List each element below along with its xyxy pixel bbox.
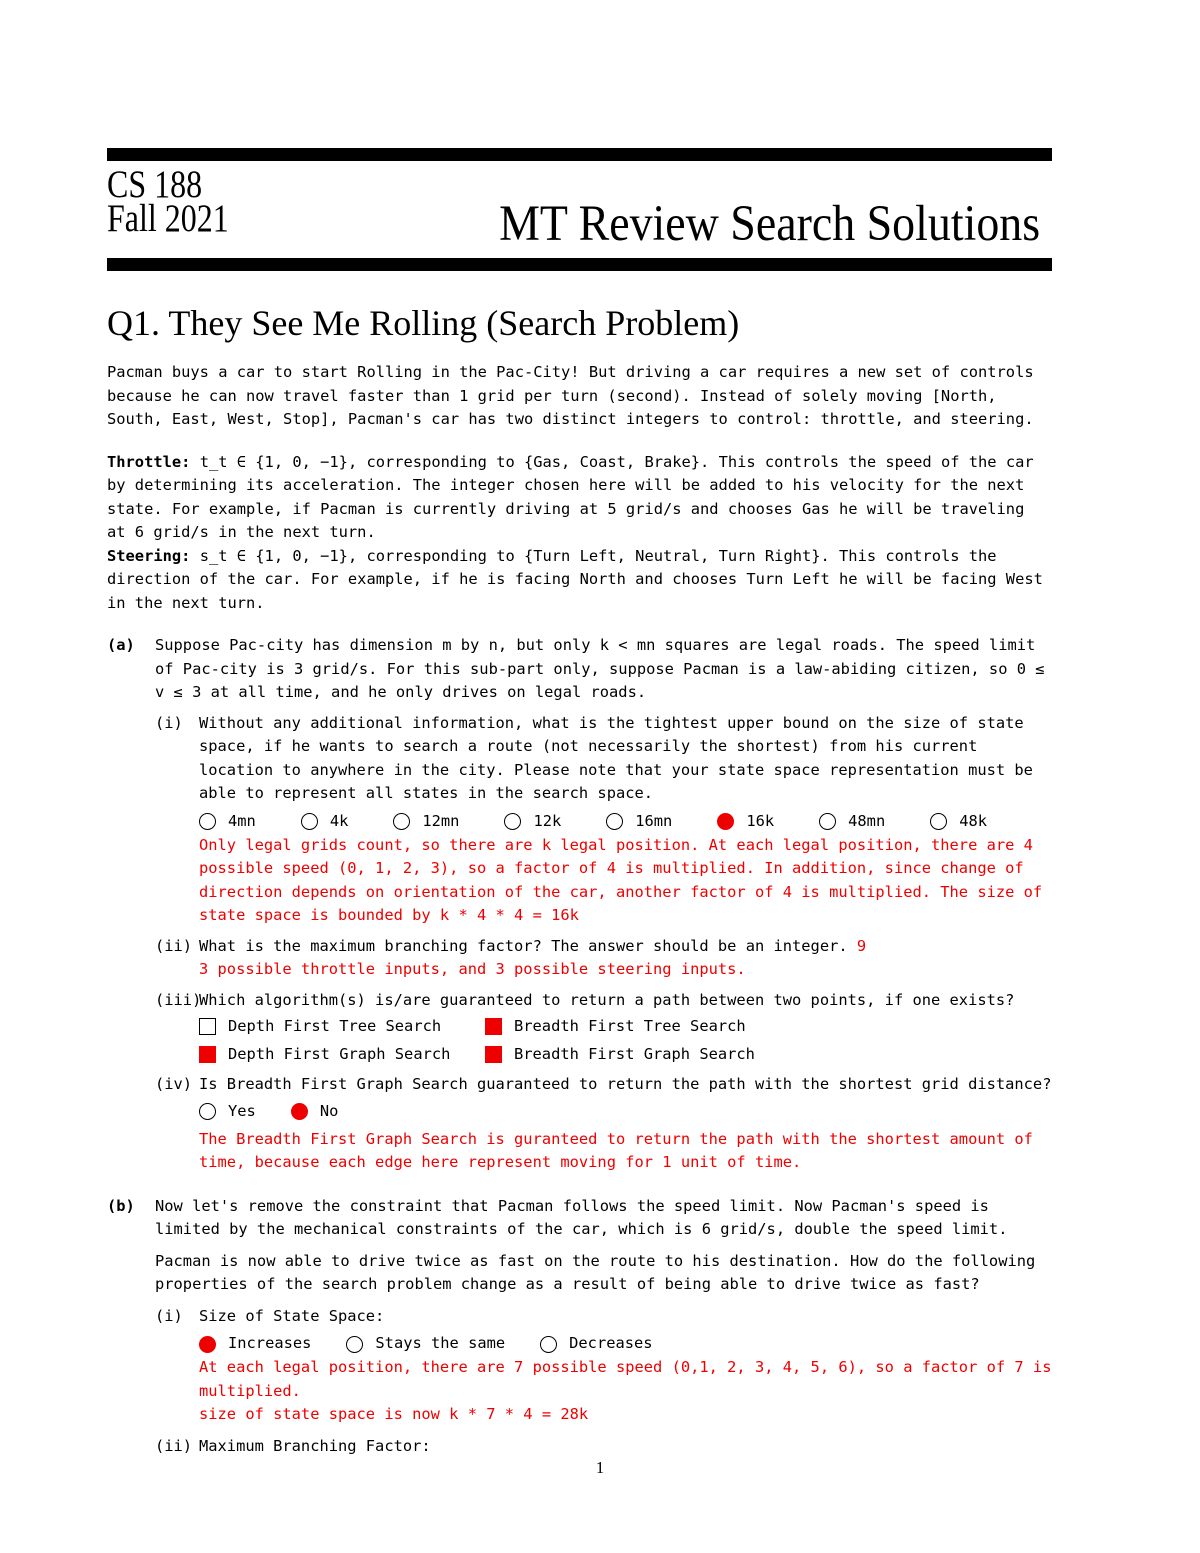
checkbox-option[interactable] <box>485 1043 785 1067</box>
part-a-iv-text: Is Breadth First Graph Search guaranteed to return the path with the shortest grid distance? <box>199 1075 1052 1093</box>
option-label: 12k <box>533 811 562 830</box>
radio-option[interactable] <box>504 810 561 834</box>
part-b-i-solution-line2: size of state space is now k * 7 * 4 = 28k <box>199 1405 589 1423</box>
option-label: 4mn <box>228 811 256 830</box>
part-a-ii-solution: 3 possible throttle inputs, and 3 possible steering inputs. <box>199 960 746 978</box>
part-a-i-label: (i) <box>155 713 183 732</box>
part-a-i <box>155 712 1052 928</box>
part-b <box>107 1195 1052 1459</box>
part-b-ii <box>155 1435 1052 1459</box>
radio-option[interactable] <box>819 810 885 834</box>
steering-text: s_t ∈ {1, 0, −1}, corresponding to {Turn Left, Neutral, Turn Right}. This controls the direction of the car. For example, if he is facing North and chooses Turn Left he will be facing West in the next turn. <box>107 546 1043 612</box>
radio-empty-icon[interactable] <box>199 813 216 830</box>
question-intro: Pacman buys a car to start Rolling in the Pac-City! But driving a car requires a new set of controls because he can now travel faster than 1 grid per turn (second). Instead of solely moving [North, South, East, West, Stop], Pacman's car has two distinct integers to control: throttle, and steering. <box>107 363 1034 428</box>
part-a-i-options <box>199 810 1052 834</box>
document-title: MT Review Search Solutions <box>499 196 1040 252</box>
part-a-iv-label: (iv) <box>155 1075 193 1093</box>
option-label: 12mn <box>422 811 460 830</box>
checkbox-checked-icon[interactable] <box>485 1018 502 1035</box>
part-a-iii-text: Which algorithm(s) is/are guaranteed to return a path between two points, if one exists? <box>199 990 1015 1009</box>
radio-empty-icon[interactable] <box>819 813 836 830</box>
part-a-ii-label: (ii) <box>155 936 193 955</box>
radio-option[interactable] <box>199 1332 311 1356</box>
checkbox-option[interactable] <box>199 1043 485 1067</box>
part-a-ii-question <box>199 935 1052 959</box>
page-number: 1 <box>595 1458 605 1477</box>
radio-empty-icon[interactable] <box>393 813 410 830</box>
part-b-i-text: Size of State Space: <box>199 1306 385 1325</box>
part-a-text: Suppose Pac-city has dimension m by n, but only k < mn squares are legal roads. The speed limit of Pac-city is 3 grid/s. For this sub-part only, suppose Pacman is a law-abiding citizen, so 0 ≤ v ≤ 3 at all time, and he only drives on legal roads. <box>155 636 1045 701</box>
radio-option[interactable] <box>346 1332 505 1356</box>
radio-option[interactable] <box>717 810 774 834</box>
part-a <box>107 634 1052 1175</box>
question-body <box>107 361 1052 1458</box>
radio-option[interactable] <box>199 1100 256 1124</box>
radio-selected-icon[interactable] <box>717 813 734 830</box>
checkbox-checked-icon[interactable] <box>199 1046 216 1063</box>
radio-option[interactable] <box>606 810 672 834</box>
option-label: Yes <box>228 1101 256 1120</box>
part-a-iv <box>155 1073 1052 1175</box>
radio-empty-icon[interactable] <box>540 1336 557 1353</box>
part-b-i <box>155 1305 1052 1427</box>
part-a-ii <box>155 935 1052 982</box>
part-b-text: Now let's remove the constraint that Pacman follows the speed limit. Now Pacman's speed is limited by the mechanical constraints of the car, which is 6 grid/s, double the speed limit. <box>155 1196 1008 1238</box>
part-a-iv-solution: The Breadth First Graph Search is guranteed to return the path with the shortest amount of time, because each edge here represent moving for 1 unit of time. <box>199 1129 1033 1171</box>
radio-empty-icon[interactable] <box>504 813 521 830</box>
radio-option[interactable] <box>540 1332 652 1356</box>
part-b-ii-label: (ii) <box>155 1436 193 1455</box>
option-label: 48k <box>959 811 988 830</box>
radio-option[interactable] <box>291 1100 339 1124</box>
part-b-label: (b) <box>107 1196 135 1215</box>
part-a-i-text: Without any additional information, what is the tightest upper bound on the size of state space, if he wants to search a route (not necessarily the shortest) from his current location to anywhere in the city. Please note that your state space representation must be able to represent all states in the search space. <box>199 713 1033 802</box>
part-a-iii-options <box>199 1015 1052 1066</box>
throttle-label: Throttle: <box>107 452 191 471</box>
part-b-ii-text: Maximum Branching Factor: <box>199 1436 431 1455</box>
part-a-i-solution: Only legal grids count, so there are k legal position. At each legal position, there are 4 possible speed (0, 1, 2, 3), so a factor of 4 is multiplied. In addition, since change of direction depends on orientation of the car, another factor of 4 is multiplied. The size of state space is bounded by k * 4 * 4 = 16k <box>199 835 1043 924</box>
radio-empty-icon[interactable] <box>199 1103 216 1120</box>
option-label: 16mn <box>635 811 673 830</box>
throttle-text: t_t ∈ {1, 0, −1}, corresponding to {Gas, Coast, Brake}. This controls the speed of the car by determining its acceleration. The integer chosen here will be added to his velocity for the next state. For example, if Pacman is currently driving at 5 grid/s and chooses Gas he will be traveling at 6 grid/s in the next turn. <box>107 452 1034 541</box>
header-bottom-rule <box>107 258 1052 271</box>
part-a-iii <box>155 989 1052 1067</box>
question-title: Q1. They See Me Rolling (Search Problem) <box>107 303 740 343</box>
part-b-text2: Pacman is now able to drive twice as fast on the route to his destination. How do the following properties of the search problem change as a result of being able to drive twice as fast? <box>155 1251 1036 1293</box>
part-b-i-options <box>199 1332 1052 1356</box>
part-b-i-label: (i) <box>155 1306 183 1325</box>
course-code: CS 188 <box>107 163 203 206</box>
radio-option[interactable] <box>301 810 349 834</box>
radio-option[interactable] <box>393 810 459 834</box>
part-a-iv-options <box>199 1100 1052 1124</box>
part-a-label: (a) <box>107 636 135 654</box>
course-term: Fall 2021 <box>107 197 229 240</box>
option-label: Decreases <box>569 1334 653 1353</box>
header-top-rule <box>107 148 1052 161</box>
radio-empty-icon[interactable] <box>346 1336 363 1353</box>
throttle-definition <box>107 451 1052 545</box>
checkbox-checked-icon[interactable] <box>485 1046 502 1063</box>
radio-empty-icon[interactable] <box>606 813 623 830</box>
option-label: 16k <box>746 811 775 830</box>
radio-option[interactable] <box>930 810 987 834</box>
checkbox-empty-icon[interactable] <box>199 1018 216 1035</box>
option-label: Increases <box>228 1334 312 1353</box>
steering-definition <box>107 545 1052 616</box>
course-info <box>107 163 229 240</box>
radio-selected-icon[interactable] <box>291 1103 308 1120</box>
part-a-ii-text: What is the maximum branching factor? The answer should be an integer. <box>199 936 848 955</box>
option-label: Breadth First Graph Search <box>514 1044 755 1063</box>
option-label: Depth First Tree Search <box>228 1017 442 1035</box>
option-label: Breadth First Tree Search <box>514 1017 746 1035</box>
radio-empty-icon[interactable] <box>930 813 947 830</box>
part-b-i-solution-line1: At each legal position, there are 7 possible speed (0,1, 2, 3, 4, 5, 6), so a factor of 7 is multiplied. <box>199 1358 1052 1400</box>
part-a-iii-label: (iii) <box>155 990 202 1009</box>
radio-option[interactable] <box>199 810 256 834</box>
option-label: Depth First Graph Search <box>228 1044 451 1063</box>
option-label: No <box>319 1101 339 1120</box>
radio-selected-icon[interactable] <box>199 1336 216 1353</box>
checkbox-option[interactable] <box>485 1015 785 1039</box>
option-label: Stays the same <box>375 1334 506 1353</box>
checkbox-option[interactable] <box>199 1015 485 1039</box>
option-label: 48mn <box>848 811 886 830</box>
steering-label: Steering: <box>107 546 191 565</box>
radio-empty-icon[interactable] <box>301 813 318 830</box>
part-a-ii-answer: 9 <box>856 936 867 955</box>
option-label: 4k <box>329 811 349 830</box>
